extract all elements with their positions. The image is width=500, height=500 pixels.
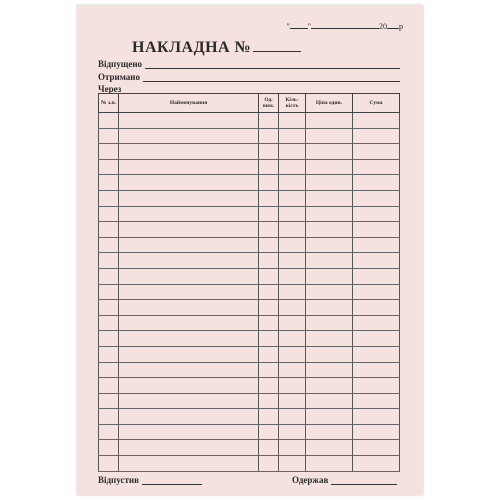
cell-sum[interactable]	[353, 144, 400, 160]
cell-quantity[interactable]	[279, 253, 306, 269]
cell-unit[interactable]	[259, 315, 279, 331]
cell-quantity[interactable]	[279, 300, 306, 316]
cell-number[interactable]	[99, 331, 119, 347]
table-row	[99, 237, 400, 253]
table-row	[99, 300, 400, 316]
cell-quantity[interactable]	[279, 237, 306, 253]
table-row	[99, 128, 400, 144]
cell-name[interactable]	[119, 206, 259, 222]
cell-quantity[interactable]	[279, 456, 306, 472]
cell-name[interactable]	[119, 346, 259, 362]
cell-number[interactable]	[99, 393, 119, 409]
cell-sum[interactable]	[353, 346, 400, 362]
col-header-quantity: Кіль-кість	[279, 94, 306, 113]
table-body	[99, 113, 400, 472]
cell-unit[interactable]	[259, 300, 279, 316]
cell-sum[interactable]	[353, 300, 400, 316]
cell-number[interactable]	[99, 378, 119, 394]
cell-quantity[interactable]	[279, 268, 306, 284]
cell-number[interactable]	[99, 128, 119, 144]
cell-unit[interactable]	[259, 222, 279, 238]
cell-unit[interactable]	[259, 206, 279, 222]
cell-sum[interactable]	[353, 440, 400, 456]
cell-quantity[interactable]	[279, 409, 306, 425]
invoice-number-blank[interactable]	[253, 38, 301, 52]
cell-sum[interactable]	[353, 206, 400, 222]
cell-number[interactable]	[99, 424, 119, 440]
cell-quantity[interactable]	[279, 378, 306, 394]
cell-number[interactable]	[99, 222, 119, 238]
cell-sum[interactable]	[353, 237, 400, 253]
cell-unit[interactable]	[259, 284, 279, 300]
cell-price[interactable]	[306, 237, 353, 253]
cell-name[interactable]	[119, 144, 259, 160]
cell-sum[interactable]	[353, 175, 400, 191]
cell-name[interactable]	[119, 222, 259, 238]
table-row	[99, 315, 400, 331]
released-input-line[interactable]	[145, 60, 400, 69]
cell-price[interactable]	[306, 424, 353, 440]
table-row	[99, 424, 400, 440]
cell-price[interactable]	[306, 331, 353, 347]
cell-quantity[interactable]	[279, 424, 306, 440]
cell-quantity[interactable]	[279, 159, 306, 175]
cell-quantity[interactable]	[279, 222, 306, 238]
table-row	[99, 159, 400, 175]
col-header-price: Ціна один.	[306, 94, 353, 113]
cell-price[interactable]	[306, 128, 353, 144]
cell-quantity[interactable]	[279, 206, 306, 222]
cell-unit[interactable]	[259, 237, 279, 253]
cell-price[interactable]	[306, 456, 353, 472]
received-label: Отримано	[98, 72, 140, 82]
cell-name[interactable]	[119, 284, 259, 300]
table-header-row	[99, 94, 400, 113]
cell-name[interactable]	[119, 190, 259, 206]
cell-name[interactable]	[119, 268, 259, 284]
cell-number[interactable]	[99, 175, 119, 191]
cell-number[interactable]	[99, 190, 119, 206]
received-signature	[292, 473, 397, 485]
cell-unit[interactable]	[259, 268, 279, 284]
cell-quantity[interactable]	[279, 190, 306, 206]
cell-name[interactable]	[119, 409, 259, 425]
cell-sum[interactable]	[353, 253, 400, 269]
cell-price[interactable]	[306, 300, 353, 316]
cell-unit[interactable]	[259, 190, 279, 206]
cell-number[interactable]	[99, 362, 119, 378]
cell-sum[interactable]	[353, 113, 400, 129]
received-signature-line[interactable]	[331, 476, 397, 485]
table-row	[99, 346, 400, 362]
cell-number[interactable]	[99, 315, 119, 331]
table-row	[99, 378, 400, 394]
cell-quantity[interactable]	[279, 315, 306, 331]
cell-name[interactable]	[119, 315, 259, 331]
cell-unit[interactable]	[259, 362, 279, 378]
table-row	[99, 175, 400, 191]
cell-sum[interactable]	[353, 284, 400, 300]
cell-quantity[interactable]	[279, 346, 306, 362]
cell-price[interactable]	[306, 393, 353, 409]
received-input-line[interactable]	[143, 73, 400, 82]
cell-unit[interactable]	[259, 113, 279, 129]
month-blank[interactable]	[311, 19, 379, 29]
table-row	[99, 268, 400, 284]
cell-quantity[interactable]	[279, 393, 306, 409]
cell-unit[interactable]	[259, 440, 279, 456]
year-blank[interactable]	[387, 19, 399, 29]
date-suffix: р	[399, 22, 403, 31]
items-table	[98, 93, 400, 472]
table-row	[99, 253, 400, 269]
cell-quantity[interactable]	[279, 128, 306, 144]
cell-quantity[interactable]	[279, 331, 306, 347]
cell-unit[interactable]	[259, 456, 279, 472]
cell-unit[interactable]	[259, 346, 279, 362]
table-row	[99, 456, 400, 472]
cell-name[interactable]	[119, 362, 259, 378]
cell-sum[interactable]	[353, 456, 400, 472]
cell-number[interactable]	[99, 284, 119, 300]
table-row	[99, 393, 400, 409]
cell-name[interactable]	[119, 253, 259, 269]
table-row	[99, 190, 400, 206]
cell-number[interactable]	[99, 440, 119, 456]
cell-number[interactable]	[99, 253, 119, 269]
date-quote-close: "	[307, 22, 311, 31]
cell-number[interactable]	[99, 268, 119, 284]
cell-number[interactable]	[99, 206, 119, 222]
cell-price[interactable]	[306, 362, 353, 378]
cell-price[interactable]	[306, 378, 353, 394]
cell-unit[interactable]	[259, 253, 279, 269]
released-label: Відпущено	[98, 59, 143, 69]
cell-sum[interactable]	[353, 393, 400, 409]
cell-quantity[interactable]	[279, 113, 306, 129]
table-row	[99, 206, 400, 222]
released-signature-line[interactable]	[142, 476, 202, 485]
cell-unit[interactable]	[259, 393, 279, 409]
cell-price[interactable]	[306, 315, 353, 331]
cell-name[interactable]	[119, 300, 259, 316]
cell-unit[interactable]	[259, 331, 279, 347]
table-row	[99, 331, 400, 347]
cell-name[interactable]	[119, 113, 259, 129]
table-row	[99, 284, 400, 300]
cell-price[interactable]	[306, 206, 353, 222]
cell-price[interactable]	[306, 190, 353, 206]
cell-sum[interactable]	[353, 331, 400, 347]
cell-name[interactable]	[119, 128, 259, 144]
date-year: 20	[379, 22, 387, 31]
cell-number[interactable]	[99, 456, 119, 472]
cell-sum[interactable]	[353, 378, 400, 394]
date-line	[286, 19, 403, 32]
cell-price[interactable]	[306, 113, 353, 129]
table-row	[99, 362, 400, 378]
cell-unit[interactable]	[259, 409, 279, 425]
col-header-sum: Сума	[353, 94, 400, 113]
released-signature-label: Відпустив	[98, 475, 139, 485]
cell-price[interactable]	[306, 440, 353, 456]
cell-unit[interactable]	[259, 424, 279, 440]
day-blank[interactable]	[290, 19, 308, 29]
cell-sum[interactable]	[353, 159, 400, 175]
cell-sum[interactable]	[353, 190, 400, 206]
cell-sum[interactable]	[353, 315, 400, 331]
table-row	[99, 409, 400, 425]
table-row	[99, 440, 400, 456]
cell-name[interactable]	[119, 440, 259, 456]
cell-number[interactable]	[99, 159, 119, 175]
cell-quantity[interactable]	[279, 144, 306, 160]
cell-number[interactable]	[99, 300, 119, 316]
received-signature-label: Одержав	[292, 475, 329, 485]
cell-price[interactable]	[306, 175, 353, 191]
col-header-unit: Од. вим.	[259, 94, 279, 113]
cell-unit[interactable]	[259, 159, 279, 175]
cell-price[interactable]	[306, 284, 353, 300]
table-row	[99, 113, 400, 129]
cell-name[interactable]	[119, 378, 259, 394]
cell-name[interactable]	[119, 456, 259, 472]
col-header-number: № з.п.	[99, 94, 119, 113]
cell-number[interactable]	[99, 346, 119, 362]
cell-number[interactable]	[99, 237, 119, 253]
cell-quantity[interactable]	[279, 440, 306, 456]
cell-sum[interactable]	[353, 362, 400, 378]
cell-price[interactable]	[306, 409, 353, 425]
col-header-name: Найменування	[119, 94, 259, 113]
cell-name[interactable]	[119, 424, 259, 440]
cell-sum[interactable]	[353, 222, 400, 238]
table-row	[99, 222, 400, 238]
released-signature	[98, 473, 202, 485]
cell-sum[interactable]	[353, 268, 400, 284]
cell-name[interactable]	[119, 331, 259, 347]
cell-quantity[interactable]	[279, 175, 306, 191]
received-field	[98, 70, 400, 82]
cell-number[interactable]	[99, 144, 119, 160]
cell-price[interactable]	[306, 268, 353, 284]
cell-price[interactable]	[306, 253, 353, 269]
cell-quantity[interactable]	[279, 362, 306, 378]
cell-price[interactable]	[306, 159, 353, 175]
cell-name[interactable]	[119, 393, 259, 409]
title-text: НАКЛАДНА №	[132, 39, 252, 56]
date-quote-open: "	[286, 22, 290, 31]
cell-name[interactable]	[119, 237, 259, 253]
cell-sum[interactable]	[353, 424, 400, 440]
invoice-form	[77, 5, 423, 495]
cell-sum[interactable]	[353, 409, 400, 425]
cell-name[interactable]	[119, 159, 259, 175]
cell-quantity[interactable]	[279, 284, 306, 300]
released-field	[98, 57, 400, 69]
cell-price[interactable]	[306, 222, 353, 238]
cell-unit[interactable]	[259, 378, 279, 394]
table-row	[99, 144, 400, 160]
cell-name[interactable]	[119, 175, 259, 191]
cell-unit[interactable]	[259, 175, 279, 191]
cell-unit[interactable]	[259, 128, 279, 144]
cell-price[interactable]	[306, 144, 353, 160]
page-title	[132, 38, 301, 57]
via-label: Через	[98, 84, 122, 94]
cell-number[interactable]	[99, 113, 119, 129]
cell-sum[interactable]	[353, 128, 400, 144]
cell-unit[interactable]	[259, 144, 279, 160]
cell-number[interactable]	[99, 409, 119, 425]
cell-price[interactable]	[306, 346, 353, 362]
